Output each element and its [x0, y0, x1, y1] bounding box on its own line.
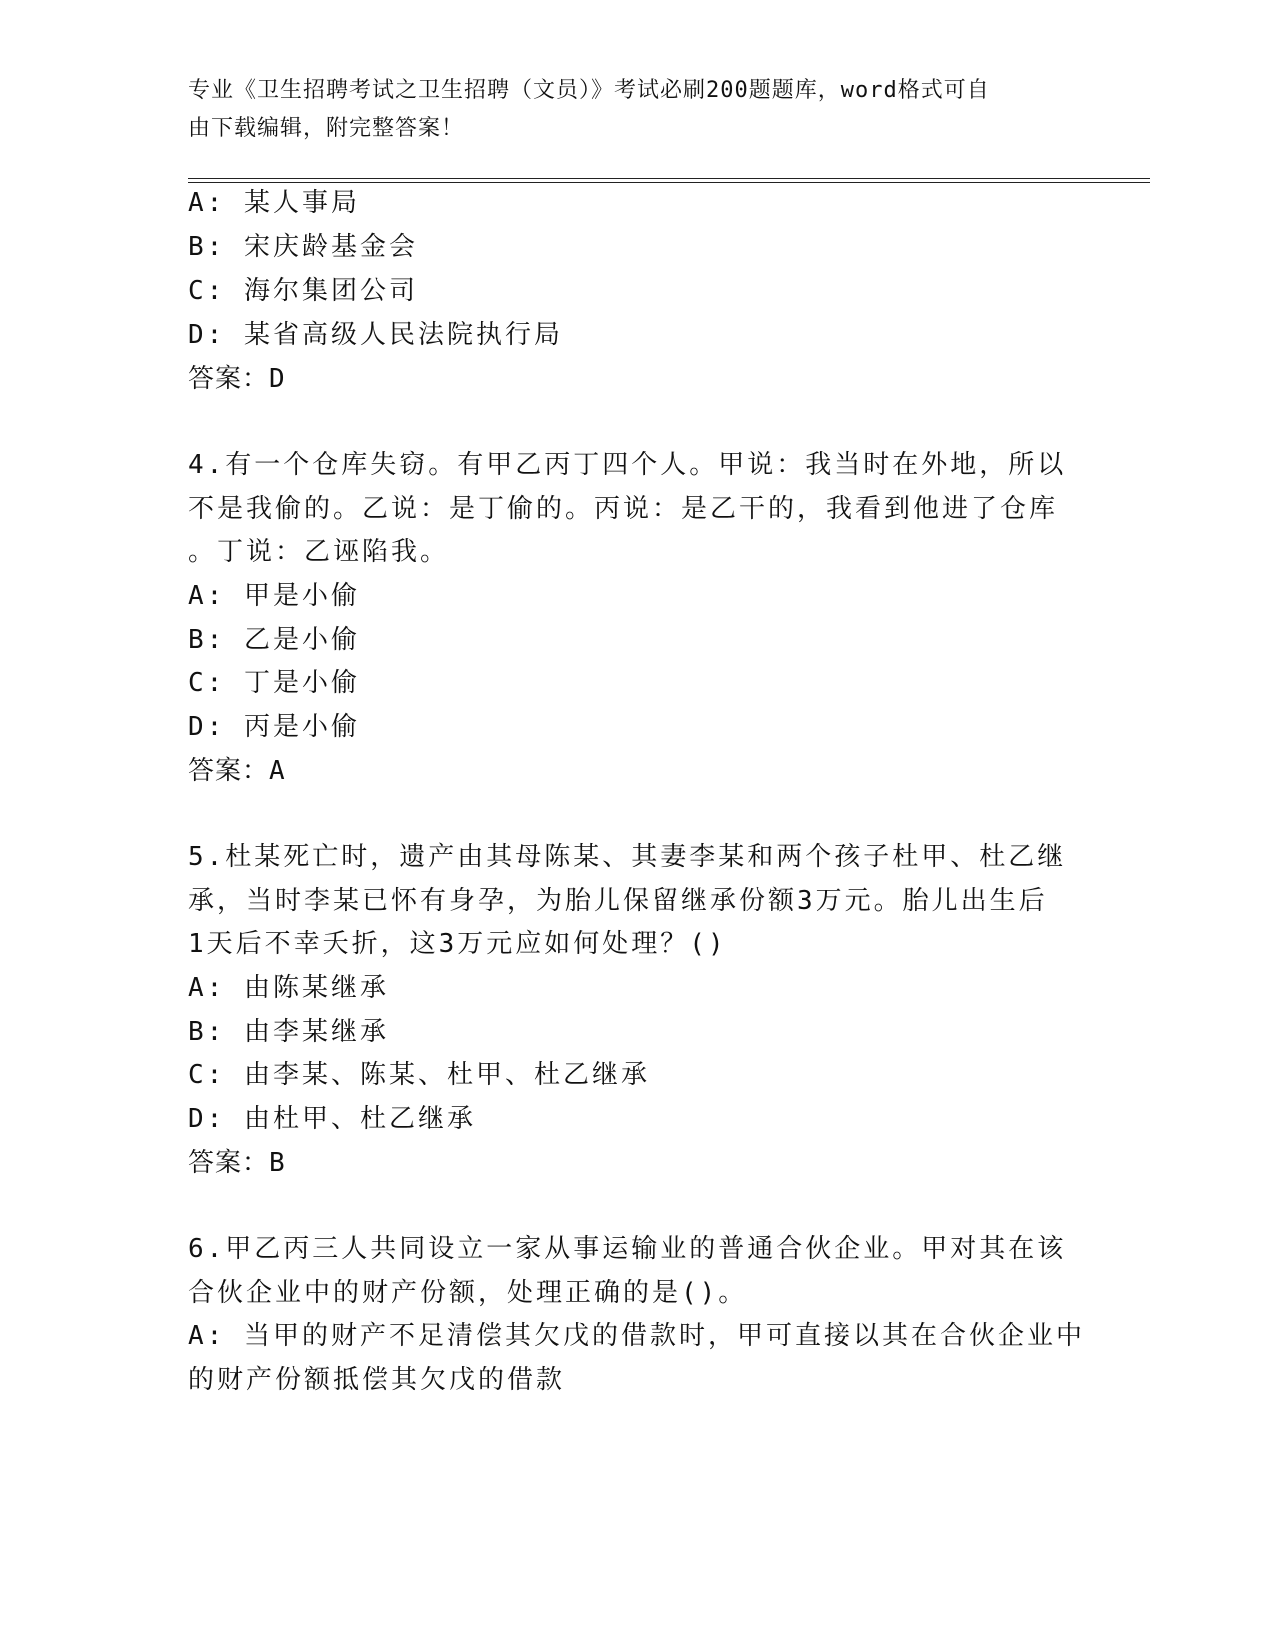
- answer: 答案：A: [188, 756, 286, 786]
- option-a: A: 某人事局: [188, 188, 360, 218]
- option-a: A: 甲是小偷: [188, 581, 360, 611]
- option-a: A: 由陈某继承: [188, 973, 389, 1003]
- document-header: [188, 72, 1068, 148]
- question-stem-line: 6.甲乙丙三人共同设立一家从事运输业的普通合伙企业。甲对其在该: [188, 1234, 1067, 1264]
- option-b: B: 由李某继承: [188, 1017, 389, 1047]
- question-stem-line: 1天后不幸夭折，这3万元应如何处理？(): [188, 929, 727, 959]
- question-stem-line: 承，当时李某已怀有身孕，为胎儿保留继承份额3万元。胎儿出生后: [188, 886, 1048, 916]
- header-line: 由下载编辑，附完整答案！: [188, 116, 465, 141]
- question-stem-line: 。丁说：乙诬陷我。: [188, 537, 450, 567]
- question-stem-line: 5.杜某死亡时，遗产由其母陈某、其妻李某和两个孩子杜甲、杜乙继: [188, 842, 1067, 872]
- header-divider: [188, 178, 1150, 179]
- question-stem-line: 合伙企业中的财产份额，处理正确的是()。: [188, 1278, 748, 1308]
- option-b: B: 宋庆龄基金会: [188, 232, 418, 262]
- option-c: C: 丁是小偷: [188, 668, 360, 698]
- option-b: B: 乙是小偷: [188, 625, 360, 655]
- option-d: D: 丙是小偷: [188, 712, 360, 742]
- option-a: A: 当甲的财产不足清偿其欠戊的借款时，甲可直接以其在合伙企业中: [188, 1321, 1085, 1351]
- answer: 答案：D: [188, 364, 286, 394]
- header-line: 专业《卫生招聘考试之卫生招聘（文员）》考试必刷200题题库，word格式可自: [188, 78, 990, 103]
- option-c: C: 海尔集团公司: [188, 276, 418, 306]
- option-c: C: 由李某、陈某、杜甲、杜乙继承: [188, 1060, 650, 1090]
- question-stem-line: 不是我偷的。乙说：是丁偷的。丙说：是乙干的，我看到他进了仓库: [188, 494, 1059, 524]
- answer: 答案：B: [188, 1148, 286, 1178]
- option-d: D: 某省高级人民法院执行局: [188, 320, 563, 350]
- header-divider: [188, 182, 1150, 183]
- question-stem-line: 4.有一个仓库失窃。有甲乙丙丁四个人。甲说：我当时在外地，所以: [188, 450, 1067, 480]
- option-d: D: 由杜甲、杜乙继承: [188, 1104, 476, 1134]
- option-a-continued: 的财产份额抵偿其欠戊的借款: [188, 1365, 566, 1395]
